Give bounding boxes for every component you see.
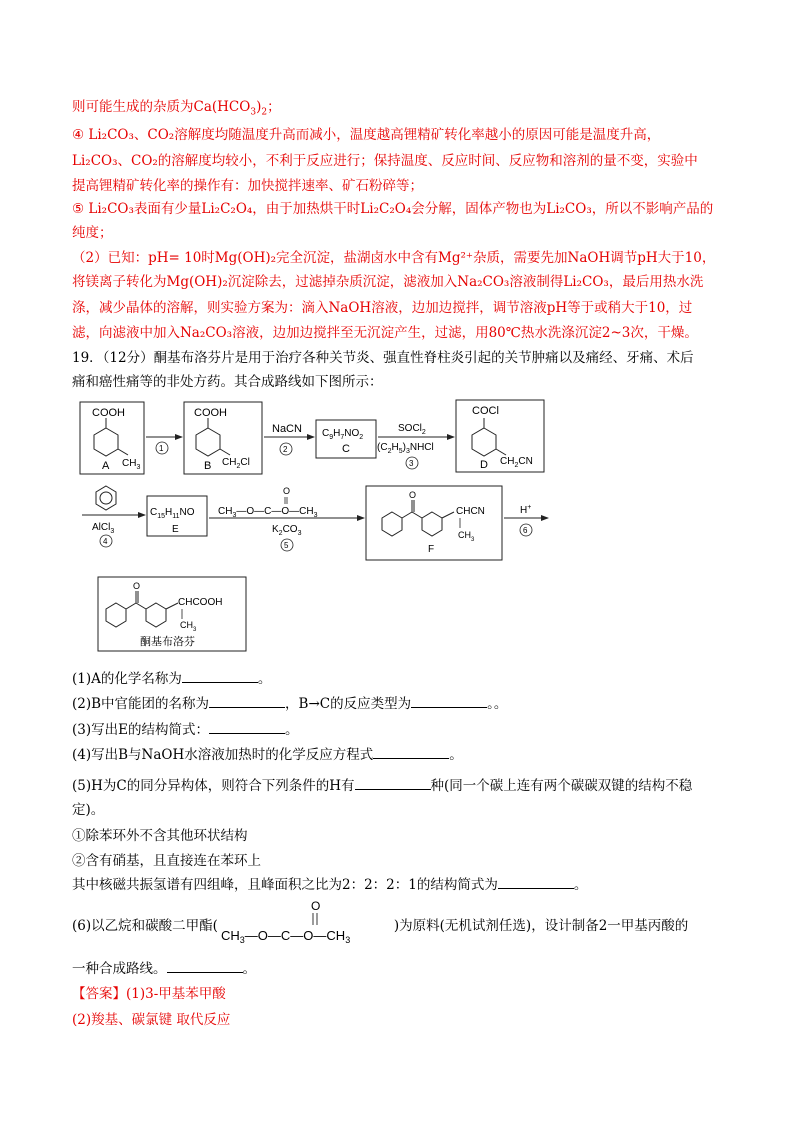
step-4-label: 4 <box>103 537 108 546</box>
question-2: (2)B中官能团的名称为 ，B→C的反应类型为 。。 <box>72 696 508 712</box>
reagent-alcl3: AlCl$_3$ <box>92 522 115 535</box>
product-ch3: $CH_3$ <box>180 620 197 633</box>
A-label: A <box>102 460 110 472</box>
B-label: B <box>204 460 212 472</box>
E-formula: $C_{15}H_{11}NO$ <box>150 507 195 520</box>
product-chcooh: CHCOOH <box>178 597 223 608</box>
question-1: (1)A的化学名称为 。 <box>72 671 272 687</box>
dmc-struct-O: O <box>311 899 321 913</box>
reagent-h-plus: H+ <box>520 504 532 516</box>
reagent-et3nhcl: $(C_2H_5)_3NHCl$ <box>377 442 434 455</box>
question-6b: 一种合成路线。 。 <box>72 961 256 977</box>
answer-line-3: Li₂CO₃、CO₂的溶解度均较小，不利于反应进行；保持温度、反应时间、反应物和溶剂的量不变，实验中 <box>72 153 698 169</box>
D-cocl: COCl <box>472 405 499 417</box>
benzene-D <box>472 418 506 456</box>
A-cooh: COOH <box>92 407 125 419</box>
answer-line-4: 提高锂精矿转化率的操作有：加快搅拌速率、矿石粉碎等； <box>72 178 423 194</box>
reagent-nacn: NaCN <box>272 423 302 435</box>
answer-2: (2)羧基、碳氯键 取代反应 <box>72 1012 231 1028</box>
step-6-label: 6 <box>523 526 528 535</box>
product-name: 酮基布洛芬 <box>140 636 195 648</box>
answer-line-2: ④ Li₂CO₃、CO₂溶解度均随温度升高而减小，温度越高锂精矿转化率越小的原因可能是温度升高， <box>72 127 661 143</box>
reagent-socl2: SOCl$_2$ <box>398 423 426 436</box>
benzene-B <box>196 418 230 456</box>
reagent-k2co3: $K_2CO_3$ <box>272 524 302 537</box>
D-label: D <box>480 459 488 471</box>
E-label: E <box>172 524 179 535</box>
product-ketone-O: O <box>133 581 141 591</box>
dmc-O: O <box>283 486 291 496</box>
answer-line-9: 涤，减少晶体的溶解，则实验方案为：滴入NaOH溶液，边加边搅拌，调节溶液pH等于或稍大于10，过 <box>72 300 693 316</box>
answer-line-6: 纯度； <box>72 225 113 241</box>
question-4: (4)写出B与NaOH水溶液加热时的化学反应方程式 。 <box>72 747 463 763</box>
answer-line-8: 将镁离子转化为Mg(OH)₂沉淀除去，过滤掉杂质沉淀，滤液加入Na₂CO₃溶液制得Li₂CO₃，最后用热水洗 <box>72 274 704 290</box>
question-3: (3)写出E的结构简式： 。 <box>72 722 299 738</box>
B-cooh: COOH <box>194 407 227 419</box>
answer-line-10: 滤，向滤液中加入Na₂CO₃溶液，边加边搅拌至无沉淀产生，过滤，用80℃热水洗涤沉淀2~3次，干燥。 <box>72 325 698 341</box>
A-ch3: $CH_3$ <box>122 458 141 471</box>
answer-line-1: 则可能生成的杂质为$Ca(HCO_3)_2$； <box>72 99 281 118</box>
molecule-ketoprofen <box>106 591 178 627</box>
F-ketone-O: O <box>409 490 417 500</box>
question-intro-2: 痛和癌性痛等的非处方药。其合成路线如下图所示： <box>72 374 383 390</box>
C-label: C <box>342 443 350 455</box>
question-5c: 其中核磁共振氢谱有四组峰，且峰面积之比为2：2：2：1的结构简式为 。 <box>72 877 588 893</box>
answer-line-7: （2）已知：pH= 10时Mg(OH)₂完全沉淀，盐湖卤水中含有Mg²⁺杂质，需要先加NaOH调节pH大于10， <box>72 250 716 266</box>
step-1-label: 1 <box>159 444 164 453</box>
answer-1: 【答案】(1)3-甲基苯甲酸 <box>72 986 226 1002</box>
condition-1: ①除苯环外不含其他环状结构 <box>72 828 248 844</box>
dmc-structure <box>215 898 405 948</box>
benzene-A <box>94 418 128 456</box>
condition-2: ②含有硝基，且直接连在苯环上 <box>72 853 261 869</box>
step-5-label: 5 <box>284 541 289 550</box>
question-5a: (5)H为C的同分异构体，则符合下列条件的H有 种(同一个碳上连有两个碳碳双键的结构不稳 <box>72 778 693 794</box>
C-formula: $C_9H_7NO_2$ <box>322 428 364 441</box>
B-ch2cl: $CH_2Cl$ <box>222 457 250 470</box>
question-5b: 定)。 <box>72 802 105 818</box>
D-ch2cn: $CH_2CN$ <box>500 456 533 469</box>
dmc-struct-formula: $CH_3—O—C—O—CH_3$ <box>221 928 351 945</box>
dmc-formula: $CH_3—O—C—O—CH_3$ <box>218 506 318 519</box>
answer-line-5: ⑤ Li₂CO₃表面有少量Li₂C₂O₄，由于加热烘干时Li₂C₂O₄会分解，固体产物也为Li₂CO₃，所以不影响产品的 <box>72 201 714 217</box>
benzene-reagent <box>96 486 116 510</box>
molecule-F <box>382 500 454 536</box>
step-3-label: 3 <box>409 459 414 468</box>
F-ch3: $CH_3$ <box>458 530 475 543</box>
step-2-label: 2 <box>283 445 288 454</box>
F-chcn: CHCN <box>456 506 485 517</box>
question-intro-1: 19．（12分）酮基布洛芬片是用于治疗各种关节炎、强直性脊柱炎引起的关节肿痛以及痛经、牙痛、术后 <box>72 350 694 366</box>
F-label: F <box>428 544 435 555</box>
question-6a: (6)以乙烷和碳酸二甲酯( )为原料(无机试剂任选)，设计制备2一甲基丙酸的 <box>72 918 689 934</box>
